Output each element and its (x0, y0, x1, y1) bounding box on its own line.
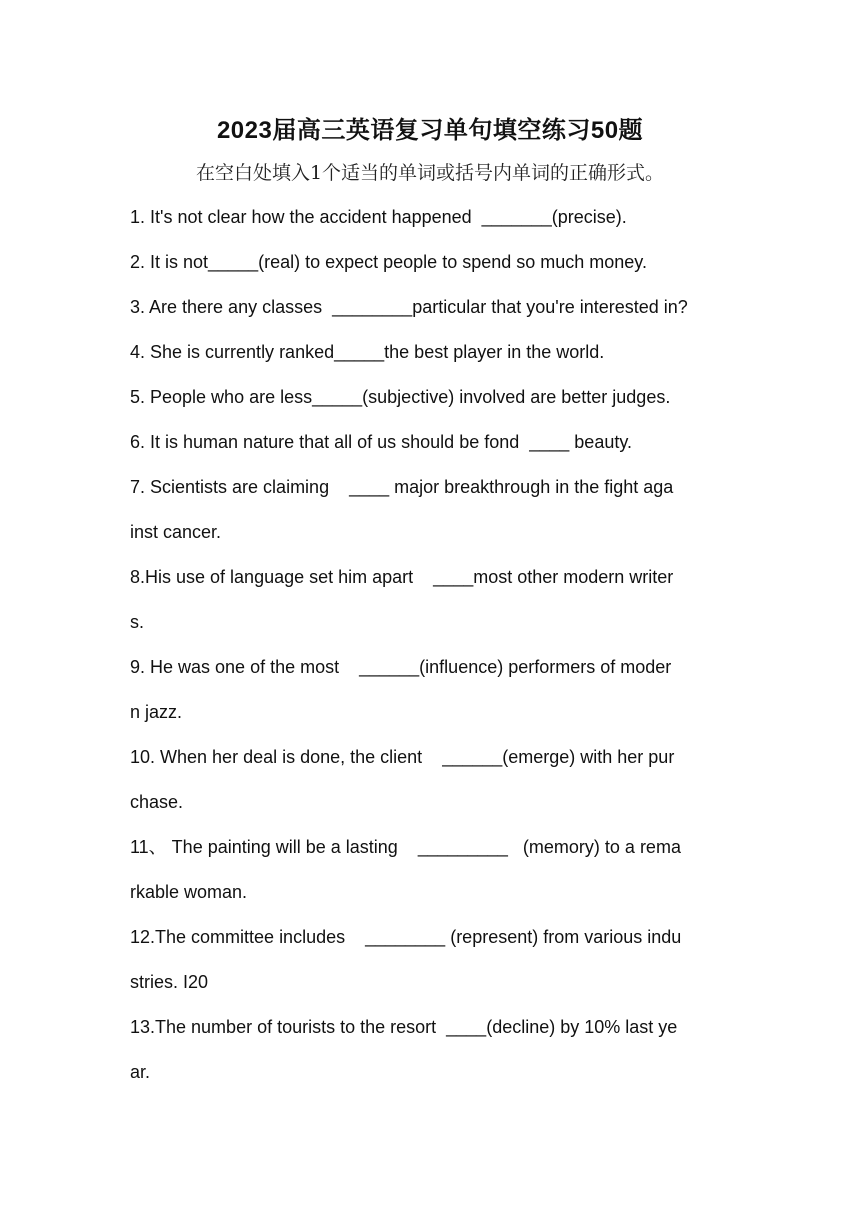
question-list (130, 200, 744, 1100)
question-line-continuation: chase. (130, 792, 184, 812)
question-line: 8.His use of language set him apart ____most other modern writer (130, 567, 674, 587)
question-line: 13.The number of tourists to the resort ____(decline) by 10% last ye (130, 1017, 678, 1037)
question-line: 4. She is currently ranked_____the best player in the world. (130, 342, 605, 362)
question-line-continuation: ar. (130, 1062, 151, 1082)
question-line-continuation: stries. I20 (130, 972, 209, 992)
question-line: 12.The committee includes ________ (represent) from various indu (130, 927, 682, 947)
question-line: 3. Are there any classes ________particular that you're interested in? (130, 297, 688, 317)
question-line: 1. It's not clear how the accident happened _______(precise). (130, 207, 627, 227)
question-line: 11、 The painting will be a lasting _________ (memory) to a rema (130, 837, 681, 857)
question-line: 9. He was one of the most ______(influence) performers of moder (130, 657, 672, 677)
document-title: 2023届高三英语复习单句填空练习50题 (216, 117, 644, 144)
question-line: 7. Scientists are claiming ____ major breakthrough in the fight aga (130, 477, 674, 497)
question-line-continuation: rkable woman. (130, 882, 248, 902)
instruction-text: 在空白处填入1个适当的单词或括号内单词的正确形式。 (195, 162, 665, 184)
question-line: 5. People who are less_____(subjective) involved are better judges. (130, 387, 671, 407)
question-line-continuation: n jazz. (130, 702, 183, 722)
question-line: 6. It is human nature that all of us should be fond ____ beauty. (130, 432, 633, 452)
question-line-continuation: inst cancer. (130, 522, 222, 542)
question-line-continuation: s. (130, 612, 145, 632)
question-line: 2. It is not_____(real) to expect people to spend so much money. (130, 252, 647, 272)
question-line: 10. When her deal is done, the client ______(emerge) with her pur (130, 747, 675, 767)
